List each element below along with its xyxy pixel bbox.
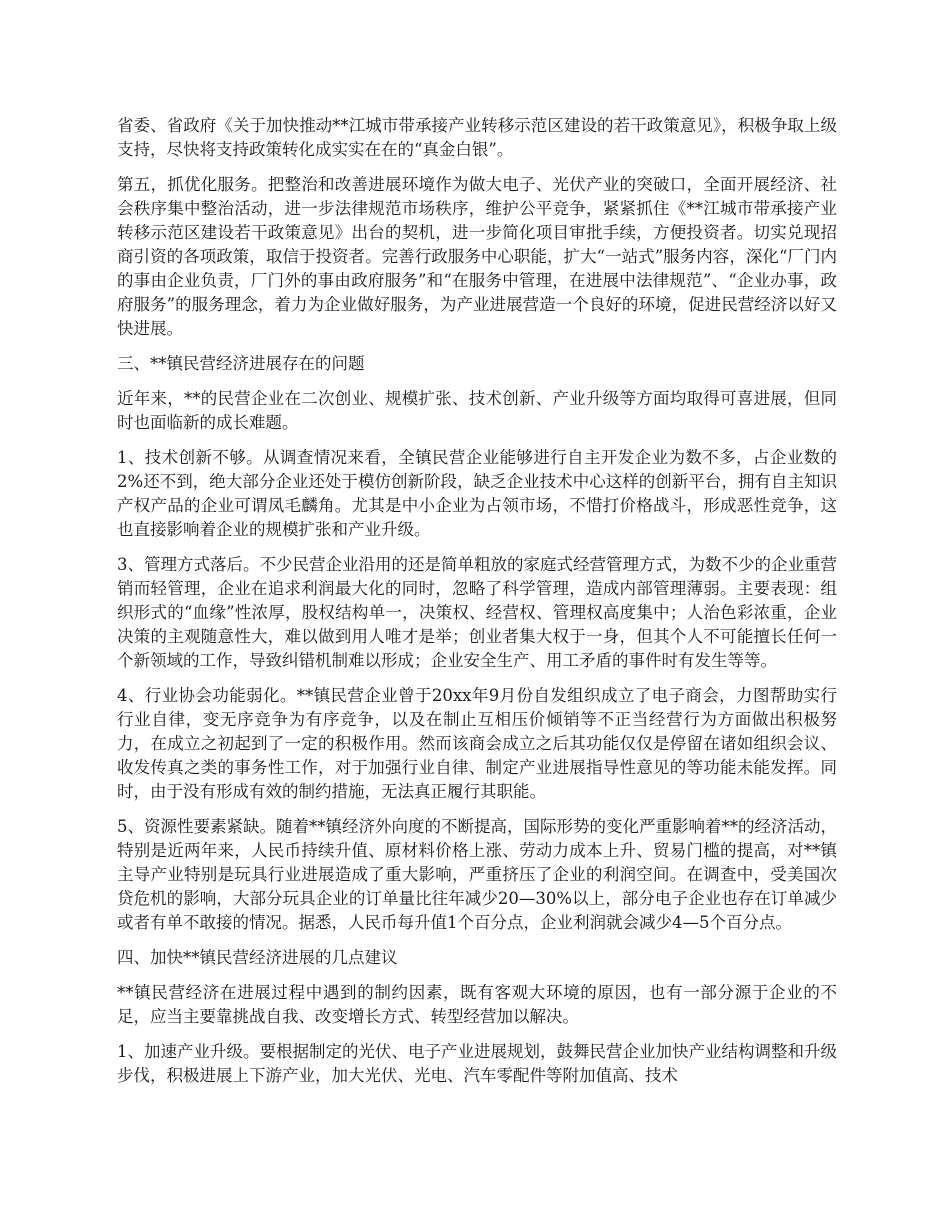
paragraph-policy-support: 省委、省政府《关于加快推动**江城市带承接产业转移示范区建设的若干政策意见》，积极争取上级支持，尽快将支持政策转化成实实在在的“真金白银”。 [117,116,837,159]
paragraph-recent-years: 近年来，**的民营企业在二次创业、规模扩张、技术创新、产业升级等方面均取得可喜进展，但同时也面临新的成长难题。 [117,389,837,432]
paragraph-industry-association: 4、行业协会功能弱化。**镇民营企业曾于20xx年9月份自发组织成立了电子商会，力图帮助实行行业自律，变无序竞争为有序竞争，以及在制止互相压价倾销等不正当经营行为方面做出积极努力，在成立之初起到了一定的积极作用。然而该商会成立之后其功能仅仅是停留在诸如组织会议、收发传真之类的事务性工作，对于加强行业自律、制定产业进展指导性意见的等功能未能发挥。同时，由于没有形成有效的制约措施，无法真正履行其职能。 [117,686,837,801]
paragraph-industrial-upgrade: 1、加速产业升级。要根据制定的光伏、电子产业进展规划，鼓舞民营企业加快产业结构调整和升级步伐，积极进展上下游产业，加大光伏、光电、汽车零配件等附加值高、技术 [117,1042,837,1085]
paragraph-constraints: **镇民营经济在进展过程中遇到的制约因素，既有客观大环境的原因，也有一部分源于企业的不足，应当主要靠挑战自我、改变增长方式、转型经营加以解决。 [117,983,837,1026]
paragraph-optimize-services: 第五，抓优化服务。把整治和改善进展环境作为做大电子、光伏产业的突破口，全面开展经济、社会秩序集中整治活动，进一步法律规范市场秩序，维护公平竞争，紧紧抓住《**江城市带承接产业转移示范区建设若干政策意见》出台的契机，进一步简化项目审批手续，方便投资者。切实兑现招商引资的各项政策，取信于投资者。完善行政服务中心职能，扩大“一站式”服务内容，深化“厂门内的事由企业负责，厂门外的事由政府服务”和“在服务中管理，在进展中法律规范”、“企业办事，政府服务”的服务理念，着力为企业做好服务，为产业进展营造一个良好的环境，促进民营经济以好又快进展。 [117,175,837,338]
paragraph-management: 3、管理方式落后。不少民营企业沿用的还是简单粗放的家庭式经营管理方式，为数不少的企业重营销而轻管理，企业在追求利润最大化的同时，忽略了科学管理，造成内部管理薄弱。主要表现：组织形式的“血缘”性浓厚，股权结构单一，决策权、经营权、管理权高度集中；人治色彩浓重，企业决策的主观随意性大，难以做到用人唯才是举；创业者集大权于一身，但其个人不可能擅长任何一个新领域的工作，导致纠错机制难以形成；企业安全生产、用工矛盾的事件时有发生等等。 [117,555,837,670]
paragraph-tech-innovation: 1、技术创新不够。从调查情况来看，全镇民营企业能够进行自主开发企业为数不多，占企业数的2%还不到，绝大部分企业还处于模仿创新阶段，缺乏企业技术中心这样的创新平台，拥有自主知识产权产品的企业可谓凤毛麟角。尤其是中小企业为占领市场，不惜打价格战斗，形成恶性竞争，这也直接影响着企业的规模扩张和产业升级。 [117,448,837,539]
section-heading-problems: 三、**镇民营经济进展存在的问题 [117,354,365,373]
paragraph-resource-shortage: 5、资源性要素紧缺。随着**镇经济外向度的不断提高，国际形势的变化严重影响着**的经济活动，特别是近两年来，人民币持续升值、原材料价格上涨、劳动力成本上升、贸易门槛的提高，对**镇主导产业特别是玩具行业进展造成了重大影响，严重挤压了企业的利润空间。在调查中，受美国次贷危机的影响，大部分玩具企业的订单量比往年减少20—30%以上，部分电子企业也存在订单减少或者有单不敢接的情况。据悉，人民币每升值1个百分点，企业利润就会减少4—5个百分点。 [117,817,837,932]
section-heading-suggestions: 四、加快**镇民营经济进展的几点建议 [117,948,398,967]
document-body [117,114,837,1099]
